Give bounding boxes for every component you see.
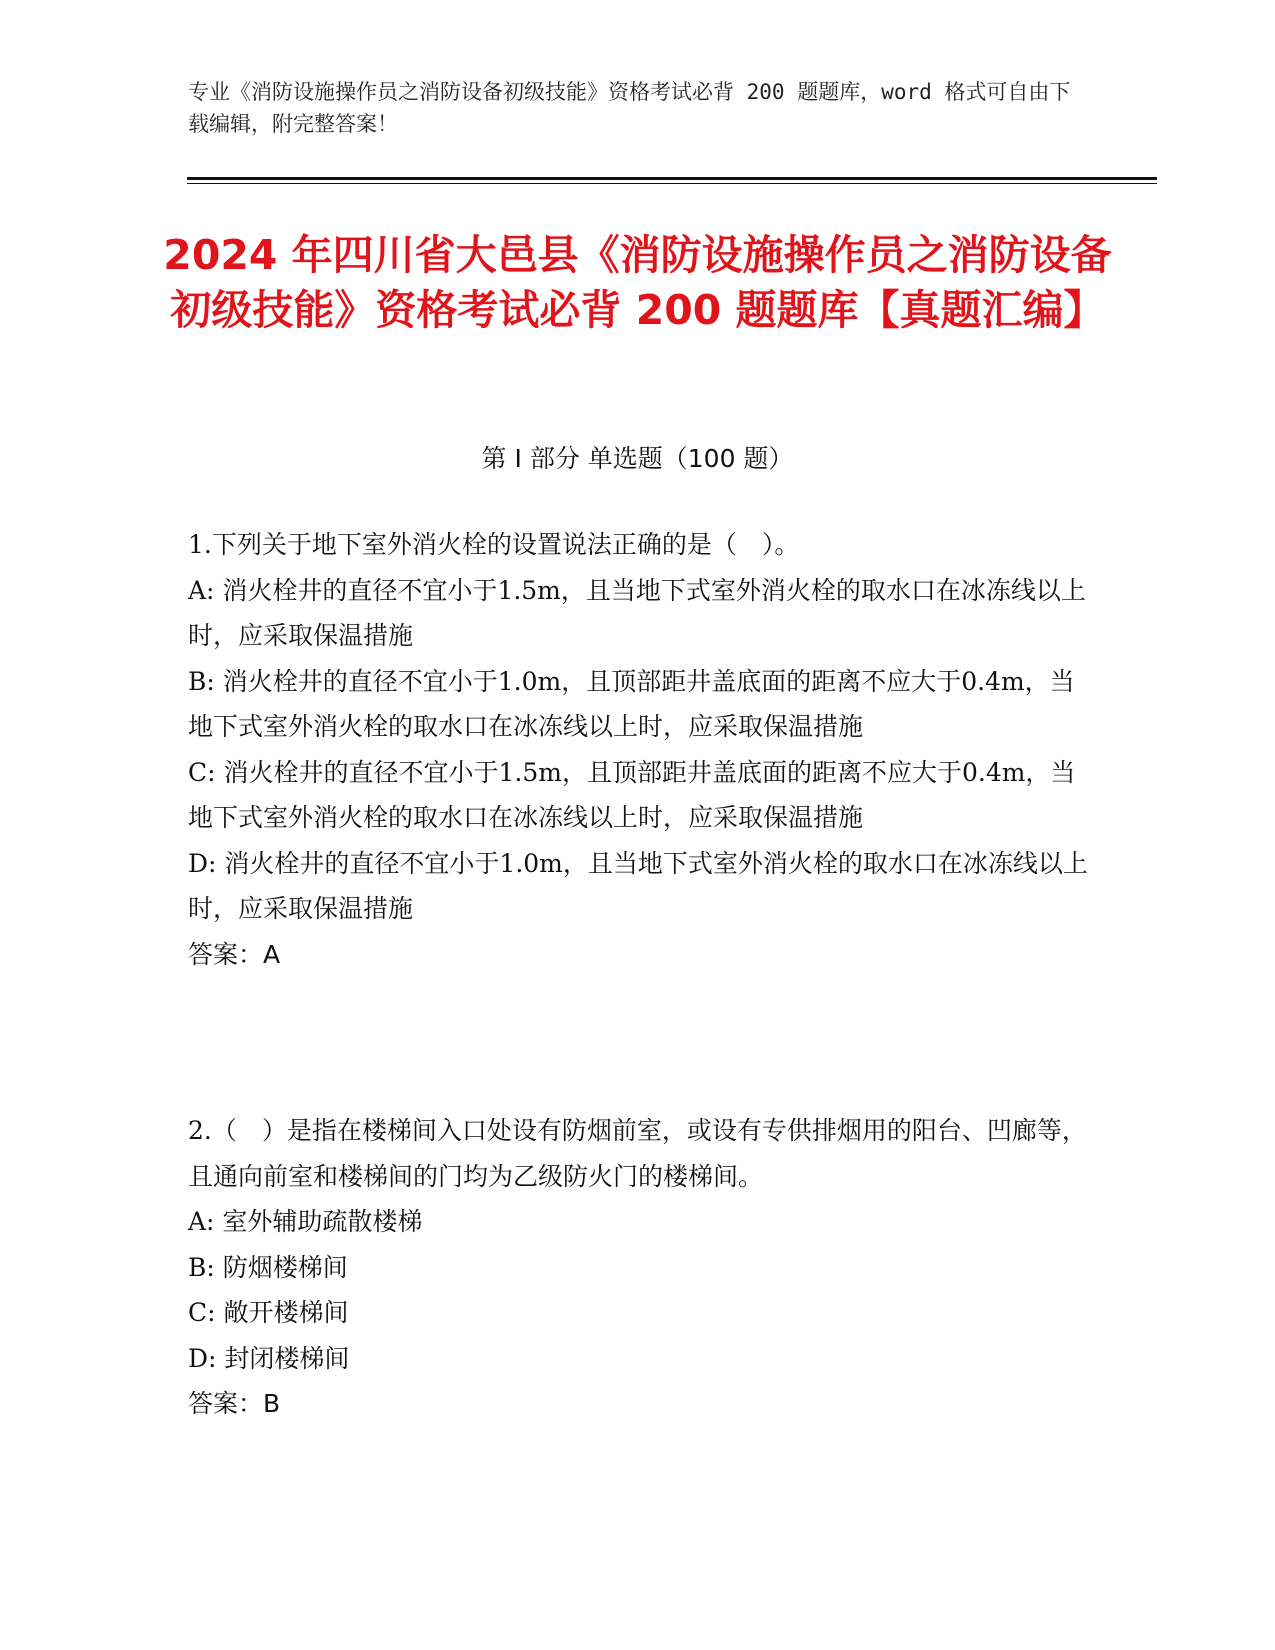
header-rule-thin xyxy=(187,183,1157,184)
option-d: D: 封闭楼梯间 xyxy=(188,1343,350,1373)
option-c: C: 敞开楼梯间 xyxy=(188,1298,349,1327)
option-d: D: 消火栓井的直径不宜小于1.0m，且当地下式室外消火栓的取水口在冰冻线以上时，应采取保温措施 xyxy=(188,848,1088,923)
question-stem: 1.下列关于地下室外消火栓的设置说法正确的是（ ）。 xyxy=(188,530,800,559)
option-c: C: 消火栓井的直径不宜小于1.5m，且顶部距井盖底面的距离不应大于0.4m，当地下式室外消火栓的取水口在冰冻线以上时，应采取保温措施 xyxy=(188,757,1076,832)
section-heading: 第 I 部分 单选题（100 题） xyxy=(481,444,794,473)
question-1 xyxy=(188,522,1088,977)
answer: 答案：A xyxy=(188,939,281,969)
document-title: 2024 年四川省大邑县《消防设施操作员之消防设备初级技能》资格考试必背 200 题题库【真题汇编】 xyxy=(163,231,1112,334)
header-note: 专业《消防设施操作员之消防设备初级技能》资格考试必背 200 题题库，word 格式可自由下载编辑，附完整答案！ xyxy=(188,80,1071,136)
option-b: B: 防烟楼梯间 xyxy=(188,1252,348,1282)
question-stem: 2.（ ）是指在楼梯间入口处设有防烟前室，或设有专供排烟用的阳台、凹廊等，且通向前室和楼梯间的门均为乙级防火门的楼梯间。 xyxy=(188,1116,1087,1191)
question-2 xyxy=(188,1108,1088,1427)
header-rule-thick xyxy=(187,177,1157,180)
option-b: B: 消火栓井的直径不宜小于1.0m，且顶部距井盖底面的距离不应大于0.4m，当地下式室外消火栓的取水口在冰冻线以上时，应采取保温措施 xyxy=(188,666,1075,741)
option-a: A: 消火栓井的直径不宜小于1.5m，且当地下式室外消火栓的取水口在冰冻线以上时，应采取保温措施 xyxy=(188,575,1086,650)
answer: 答案：B xyxy=(188,1389,281,1418)
option-a: A: 室外辅助疏散楼梯 xyxy=(188,1207,423,1236)
